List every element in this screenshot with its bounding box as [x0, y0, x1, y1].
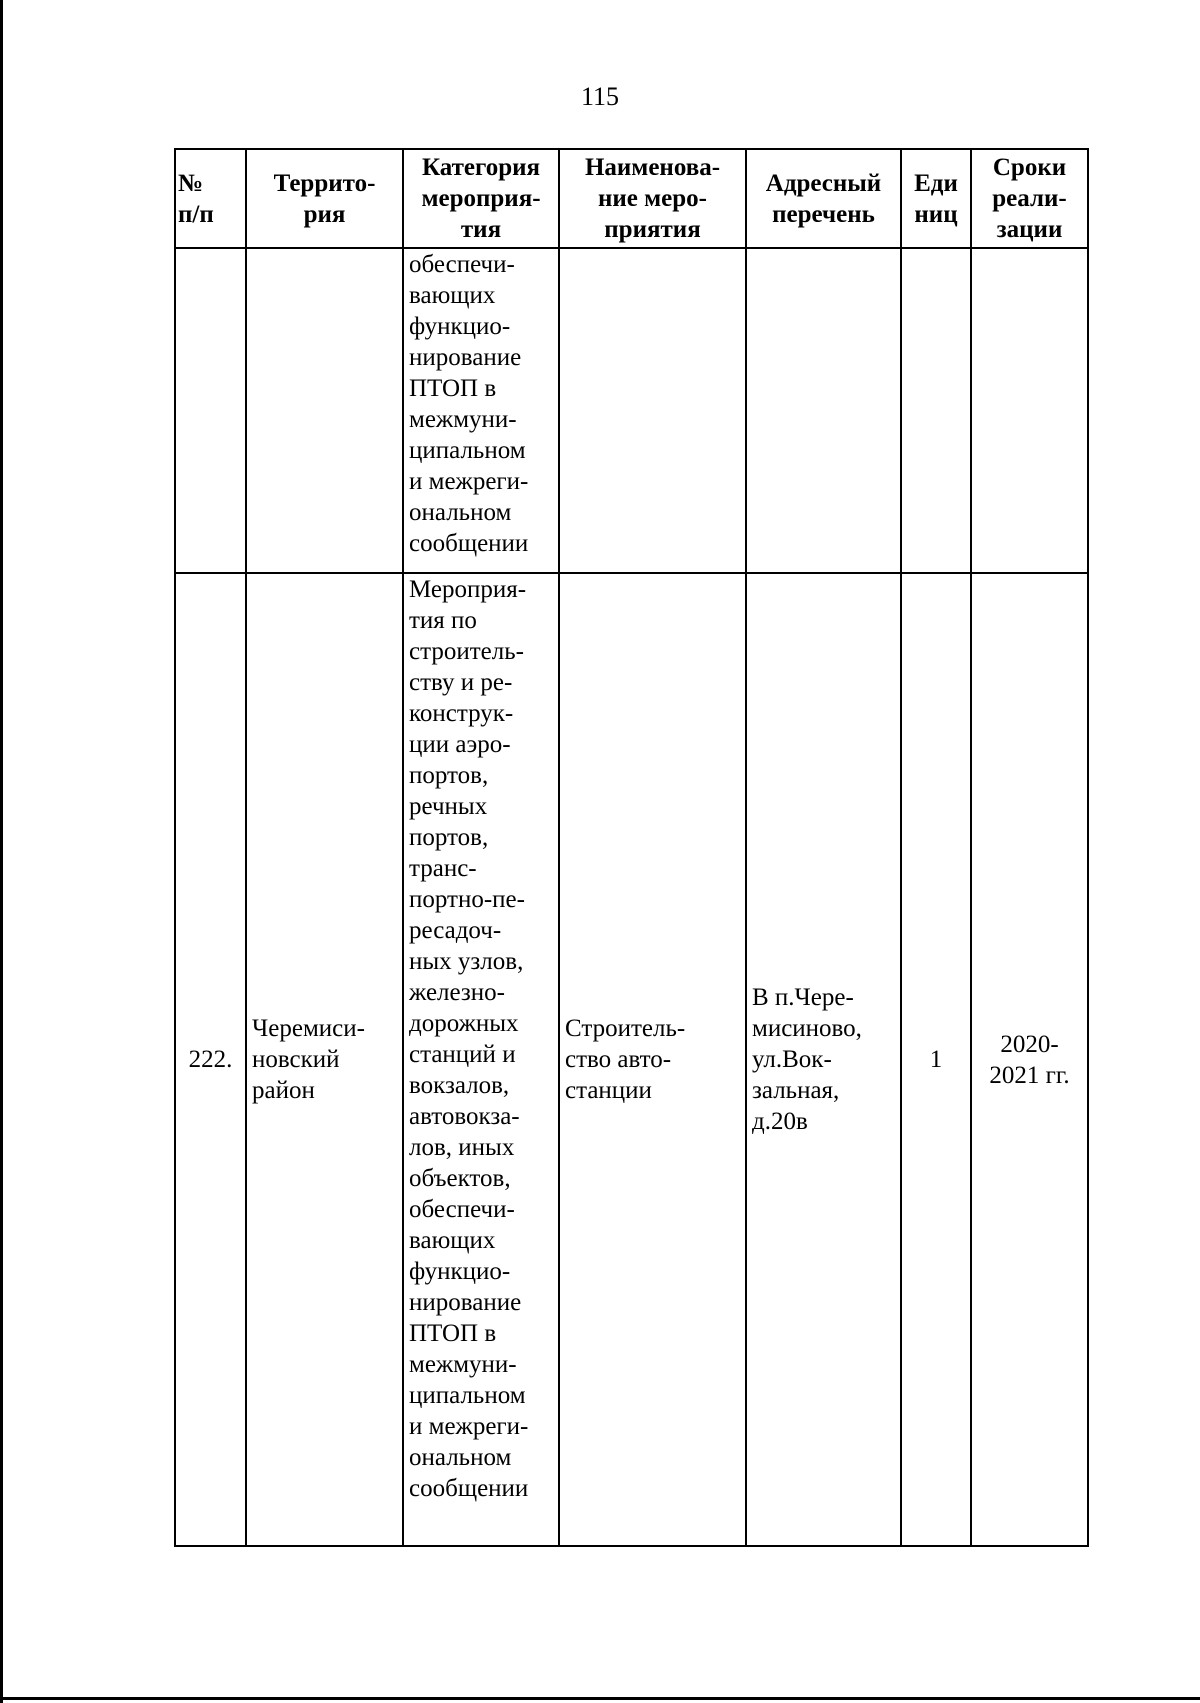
table-row-continuation — [175, 248, 1088, 573]
cell-units: 1 — [901, 573, 971, 1546]
cell-number: 222. — [175, 573, 246, 1546]
cell-terms: 2020- 2021 гг. — [971, 573, 1088, 1546]
table-header-row — [175, 149, 1088, 248]
cell-number — [175, 248, 246, 573]
header-territory: Террито- рия — [246, 149, 403, 248]
cell-address: В п.Чере- мисиново, ул.Вок- зальная, д.20в — [746, 573, 901, 1546]
header-address: Адресный перечень — [746, 149, 901, 248]
header-category: Категория мероприя- тия — [403, 149, 559, 248]
cell-name — [559, 248, 746, 573]
measures-table — [174, 148, 1089, 1547]
cell-terms — [971, 248, 1088, 573]
cell-category: Мероприя- тия по строитель- ству и ре- конструк- ции аэро- портов, речных портов, транс- портно-пе- ресадоч- ных узлов, железно- дорожных станций и вокзалов, автовокза- лов, иных объектов, обеспечи- вающих функцио- нирование ПТОП в межмуни- ципальном и межреги- ональном сообщении — [403, 573, 559, 1546]
cell-category: обеспечи- вающих функцио- нирование ПТОП в межмуни- ципальном и межреги- ональном сообщении — [403, 248, 559, 573]
cell-address — [746, 248, 901, 573]
cell-territory — [246, 248, 403, 573]
header-terms: Сроки реали- зации — [971, 149, 1088, 248]
header-units: Еди ниц — [901, 149, 971, 248]
scan-edge-left — [0, 0, 3, 1703]
cell-territory: Черемиси- новский район — [246, 573, 403, 1546]
table-row-222 — [175, 573, 1088, 1546]
cell-name: Строитель- ство авто- станции — [559, 573, 746, 1546]
header-name: Наименова- ние меро- приятия — [559, 149, 746, 248]
header-number: № п/п — [175, 149, 246, 248]
scan-edge-bottom — [0, 1697, 1200, 1700]
page-number: 115 — [580, 82, 620, 111]
cell-units — [901, 248, 971, 573]
